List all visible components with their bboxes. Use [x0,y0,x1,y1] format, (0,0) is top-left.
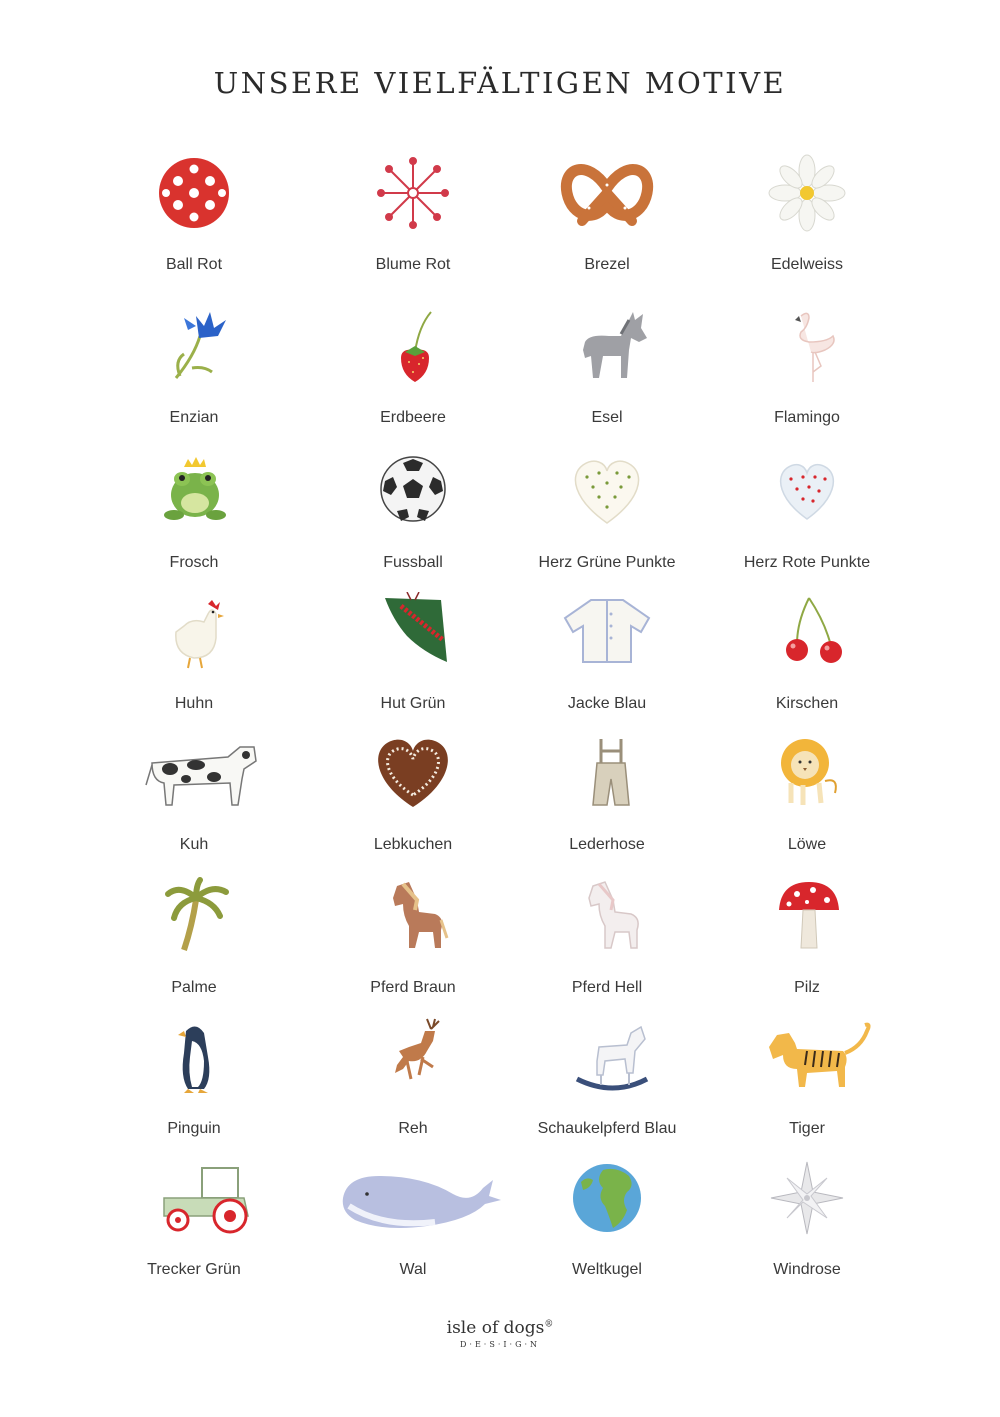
motif-reh [303,1017,523,1157]
motif-herz-rote-punkte [697,451,917,591]
flamingo-icon [717,306,897,406]
red-flower-icon [323,153,503,253]
blue-jacket-icon [517,592,697,692]
tractor-icon [104,1158,284,1258]
motif-label: Kirschen [775,695,839,712]
motif-label: Edelweiss [770,256,844,273]
deer-icon [323,1017,503,1117]
motif-label: Brezel [584,256,630,273]
whale-icon [323,1158,503,1258]
heart-green-dots-icon [517,451,697,551]
motif-label: Palme [171,979,217,996]
strawberry-icon [323,306,503,406]
motif-blume-rot [303,153,523,293]
motif-label: Frosch [169,554,219,571]
motif-schaukelpferd-blau [497,1017,717,1157]
motif-label: Lebkuchen [373,836,453,853]
motif-brezel [497,153,717,293]
cherries-icon [717,592,897,692]
motif-label: Pinguin [167,1120,221,1137]
brand-tagline: D·E·S·I·G·N [460,1340,540,1349]
palm-tree-icon [104,876,284,976]
page-title: UNSERE VIELFÄLTIGEN MOTIVE [213,66,787,100]
motif-label: Erdbeere [380,409,446,426]
motif-hut-gruen [303,592,523,732]
chicken-icon [104,592,284,692]
motif-label: Fussball [383,554,443,571]
motif-label: Trecker Grün [147,1261,241,1278]
motif-label: Esel [591,409,623,426]
motif-lebkuchen [303,733,523,873]
motif-erdbeere [303,306,523,446]
motif-pferd-hell [497,876,717,1016]
green-hat-icon [323,592,503,692]
motif-label: Kuh [179,836,209,853]
motif-label: Windrose [773,1261,841,1278]
compass-rose-icon [717,1158,897,1258]
brand-name: isle of dogs [446,1318,545,1338]
motif-loewe [697,733,917,873]
motif-trecker-gruen [84,1158,304,1298]
motif-frosch [84,451,304,591]
red-ball-icon [104,153,284,253]
motif-pinguin [84,1017,304,1157]
motif-label: Pferd Braun [370,979,456,996]
motif-huhn [84,592,304,732]
motif-edelweiss [697,153,917,293]
motif-label: Weltkugel [572,1261,642,1278]
motif-label: Herz Grüne Punkte [538,554,676,571]
brand-logo [0,1318,1000,1349]
rocking-horse-icon [517,1017,697,1117]
motif-esel [497,306,717,446]
lion-icon [717,733,897,833]
motif-weltkugel [497,1158,717,1298]
motif-fussball [303,451,523,591]
motif-enzian [84,306,304,446]
globe-icon [517,1158,697,1258]
motif-pilz [697,876,917,1016]
motif-label: Huhn [174,695,214,712]
motif-jacke-blau [497,592,717,732]
motif-tiger [697,1017,917,1157]
motif-label: Tiger [789,1120,825,1137]
motif-label: Jacke Blau [567,695,647,712]
motif-label: Ball Rot [165,256,223,273]
motif-lederhose [497,733,717,873]
edelweiss-icon [717,153,897,253]
motif-label: Pilz [794,979,820,996]
motif-label: Pferd Hell [571,979,643,996]
mushroom-icon [717,876,897,976]
motif-pferd-braun [303,876,523,1016]
light-horse-icon [517,876,697,976]
heart-red-dots-icon [717,451,897,551]
motif-flamingo [697,306,917,446]
gentian-icon [104,306,284,406]
motif-label: Blume Rot [375,256,451,273]
motif-label: Wal [399,1261,427,1278]
soccer-ball-icon [323,451,503,551]
motif-palme [84,876,304,1016]
registered-mark: ® [544,1319,554,1330]
penguin-icon [104,1017,284,1117]
motif-ball-rot [84,153,304,293]
motif-wal [303,1158,523,1298]
gingerbread-heart-icon [323,733,503,833]
pretzel-icon [517,153,697,253]
motif-label: Reh [398,1120,428,1137]
motif-label: Löwe [787,836,827,853]
brown-horse-icon [323,876,503,976]
tiger-icon [717,1017,897,1117]
motif-label: Flamingo [774,409,840,426]
motif-label: Hut Grün [380,695,446,712]
motif-label: Enzian [169,409,219,426]
motif-label: Lederhose [569,836,645,853]
motif-herz-gruene-punkte [497,451,717,591]
donkey-icon [517,306,697,406]
frog-icon [104,451,284,551]
motif-windrose [697,1158,917,1298]
cow-icon [104,733,284,833]
motif-kirschen [697,592,917,732]
motif-label: Schaukelpferd Blau [537,1120,677,1137]
lederhosen-icon [517,733,697,833]
motif-label: Herz Rote Punkte [743,554,871,571]
motif-kuh [84,733,304,873]
